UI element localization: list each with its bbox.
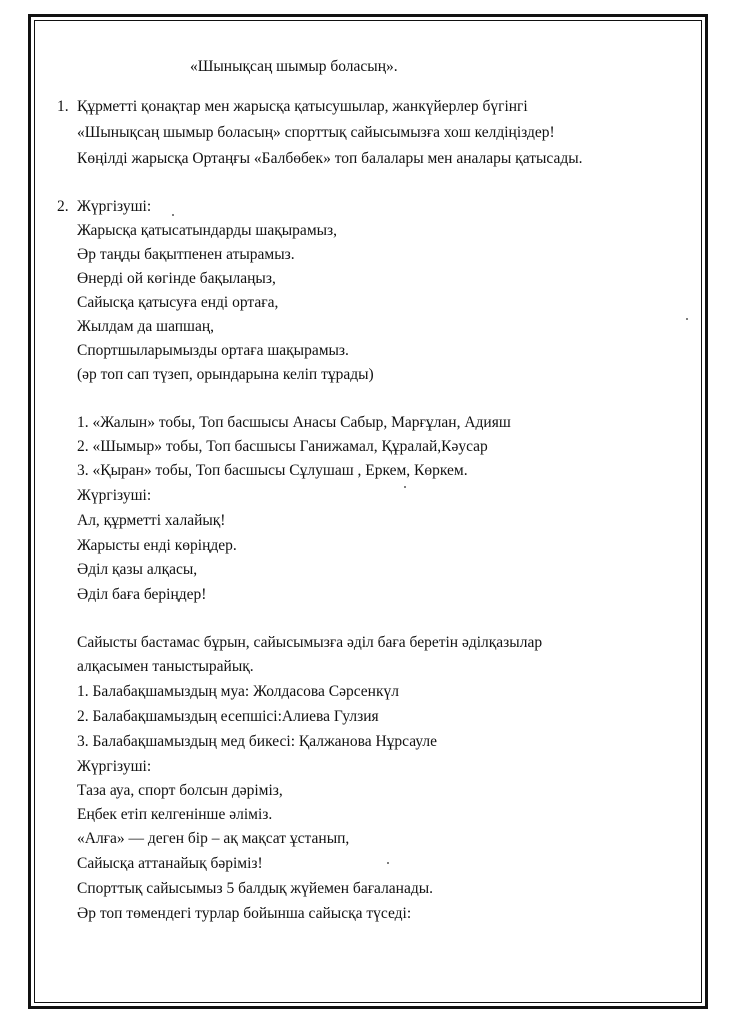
host-label: Жүргізуші:	[77, 487, 152, 504]
team-item: 1. «Жалын» тобы, Топ басшысы Анасы Сабыр, Марғұлан, Адияш	[77, 414, 511, 431]
scan-speck	[387, 862, 389, 864]
jury-member: 2. Балабақшамыздың есепшісі:Алиева Гулзия	[77, 708, 379, 725]
scan-speck	[404, 486, 406, 488]
poem-line: Ал, құрметті халайық!	[77, 512, 226, 529]
poem-line: Жарысқа қатысатындарды шақырамыз,	[77, 222, 338, 239]
poem-line: Жарысты енді көріңдер.	[77, 537, 237, 554]
section-1-line: Құрметті қонақтар мен жарысқа қатысушылар, жанкүйерлер бүгінгі	[77, 98, 528, 115]
jury-member: 3. Балабақшамыздың мед бикесі: Қалжанова Нұрсауле	[77, 733, 438, 750]
team-item: 3. «Қыран» тобы, Топ басшысы Сұлушаш , Еркем, Көркем.	[77, 462, 468, 479]
jury-intro-line: алқасымен таныстырайық.	[77, 658, 254, 675]
section-1-line: «Шынықсаң шымыр боласың» спорттық сайысымызға хош келдіңіздер!	[77, 124, 555, 141]
section-1-number: 1.	[57, 98, 69, 115]
poem-line: Еңбек етіп келгенінше әліміз.	[77, 806, 273, 823]
poem-line: Өнерді ой көгінде бақылаңыз,	[77, 270, 276, 287]
poem-line: Таза ауа, спорт болсын дәріміз,	[77, 782, 283, 799]
jury-intro-line: Сайысты бастамас бұрын, сайысымызға әділ баға беретін әділқазылар	[77, 634, 543, 651]
team-item: 2. «Шымыр» тобы, Топ басшысы Ганижамал, Құралай,Кәусар	[77, 438, 488, 455]
stage-direction: (әр топ сап түзеп, орындарына келіп тұрады)	[77, 366, 374, 383]
poem-line: Жылдам да шапшаң,	[77, 318, 215, 335]
scan-speck	[172, 214, 174, 216]
scan-speck	[686, 318, 688, 320]
rounds-note: Әр топ төмендегі турлар бойынша сайысқа түседі:	[77, 905, 412, 922]
poem-line: Әділ қазы алқасы,	[77, 561, 198, 578]
poem-line: Спортшыларымызды ортаға шақырамыз.	[77, 342, 349, 359]
section-2-number: 2.	[57, 198, 69, 215]
poem-line: «Алға» — деген бір – ақ мақсат ұстанып,	[77, 830, 350, 847]
poem-line: Сайысқа қатысуға енді ортаға,	[77, 294, 279, 311]
section-1-line: Көңілді жарысқа Ортаңғы «Балбөбек» топ балалары мен аналары қатысады.	[77, 150, 583, 167]
scoring-note: Спорттық сайысымыз 5 балдық жүйемен бағаланады.	[77, 880, 434, 897]
poem-line: Әділ баға беріңдер!	[77, 586, 207, 603]
jury-member: 1. Балабақшамыздың муа: Жолдасова Сәрсенкүл	[77, 683, 399, 700]
poem-line: Сайысқа аттанайық бәріміз!	[77, 855, 263, 872]
host-label: Жүргізуші:	[77, 198, 152, 215]
document-title: «Шынықсаң шымыр боласың».	[190, 58, 398, 75]
poem-line: Әр таңды бақытпенен атырамыз.	[77, 246, 295, 263]
host-label: Жүргізуші:	[77, 758, 152, 775]
